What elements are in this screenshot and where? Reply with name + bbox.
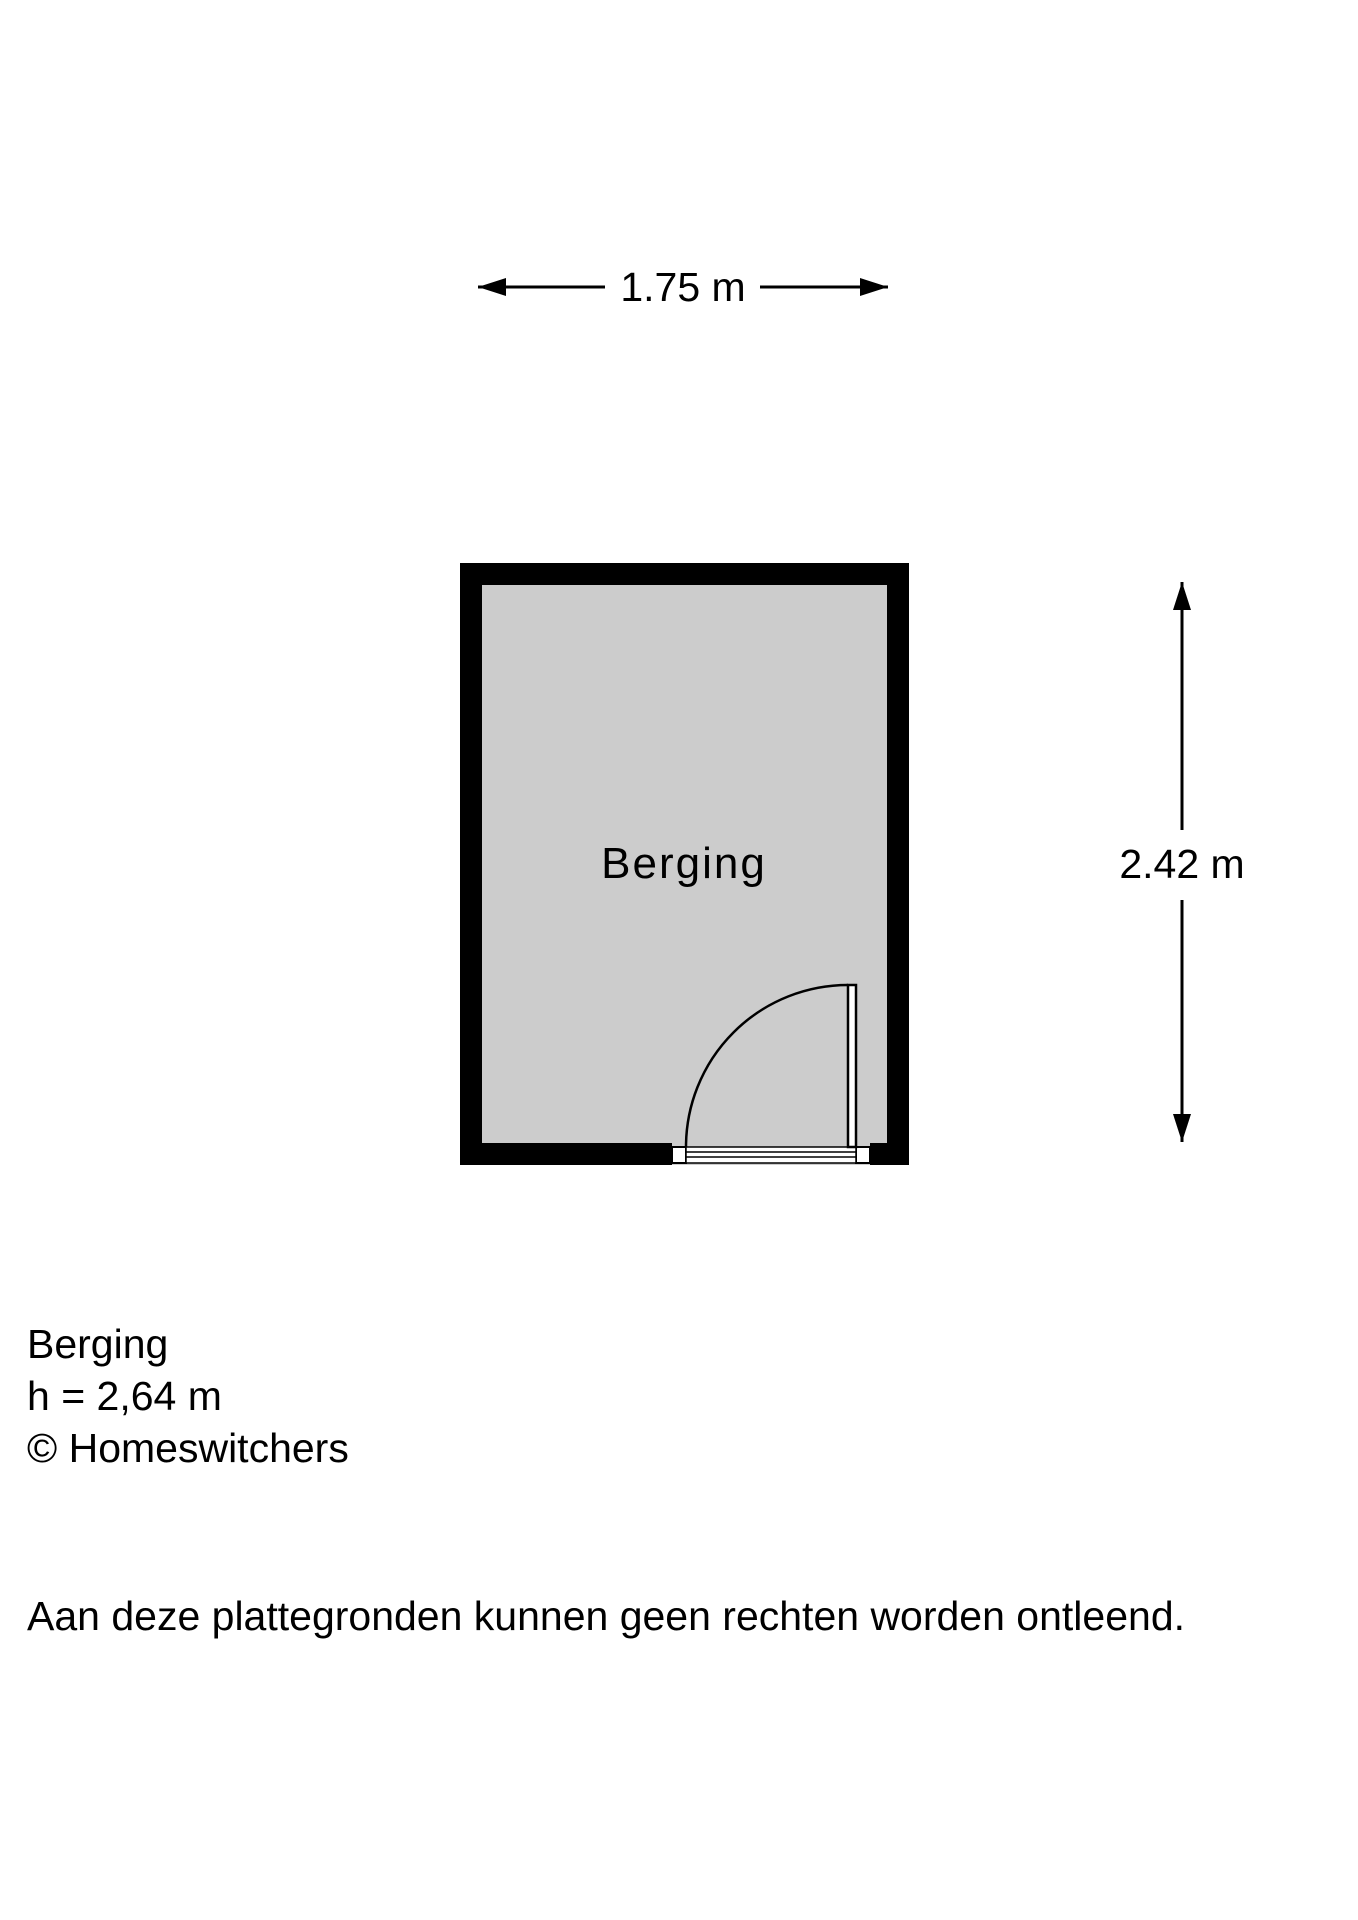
door-jamb-left (672, 1147, 686, 1163)
width-dimension (478, 264, 888, 310)
depth-dimension-label: 2.42 m (1119, 841, 1245, 887)
depth-arrow-up-icon (1173, 582, 1191, 610)
room-info (27, 1318, 349, 1474)
depth-arrow-down-icon (1173, 1114, 1191, 1142)
door-threshold (686, 1147, 856, 1163)
room-label: Berging (601, 839, 767, 888)
info-room-name: Berging (27, 1321, 169, 1367)
info-ceiling-height: h = 2,64 m (27, 1373, 222, 1419)
disclaimer-text: Aan deze plattegronden kunnen geen rechten worden ontleend. (27, 1593, 1186, 1639)
wall-bottom-left (460, 1143, 672, 1165)
width-arrow-left-icon (478, 278, 506, 296)
door-leaf (848, 985, 856, 1147)
wall-top (460, 563, 909, 585)
wall-right (887, 563, 909, 1165)
door-jamb-right (856, 1147, 870, 1163)
info-copyright: © Homeswitchers (27, 1425, 349, 1471)
depth-dimension (1119, 582, 1244, 1142)
width-arrow-right-icon (860, 278, 888, 296)
wall-bottom-right (870, 1143, 909, 1165)
width-dimension-label: 1.75 m (620, 264, 746, 310)
wall-left (460, 563, 482, 1165)
room-berging (460, 563, 909, 1165)
